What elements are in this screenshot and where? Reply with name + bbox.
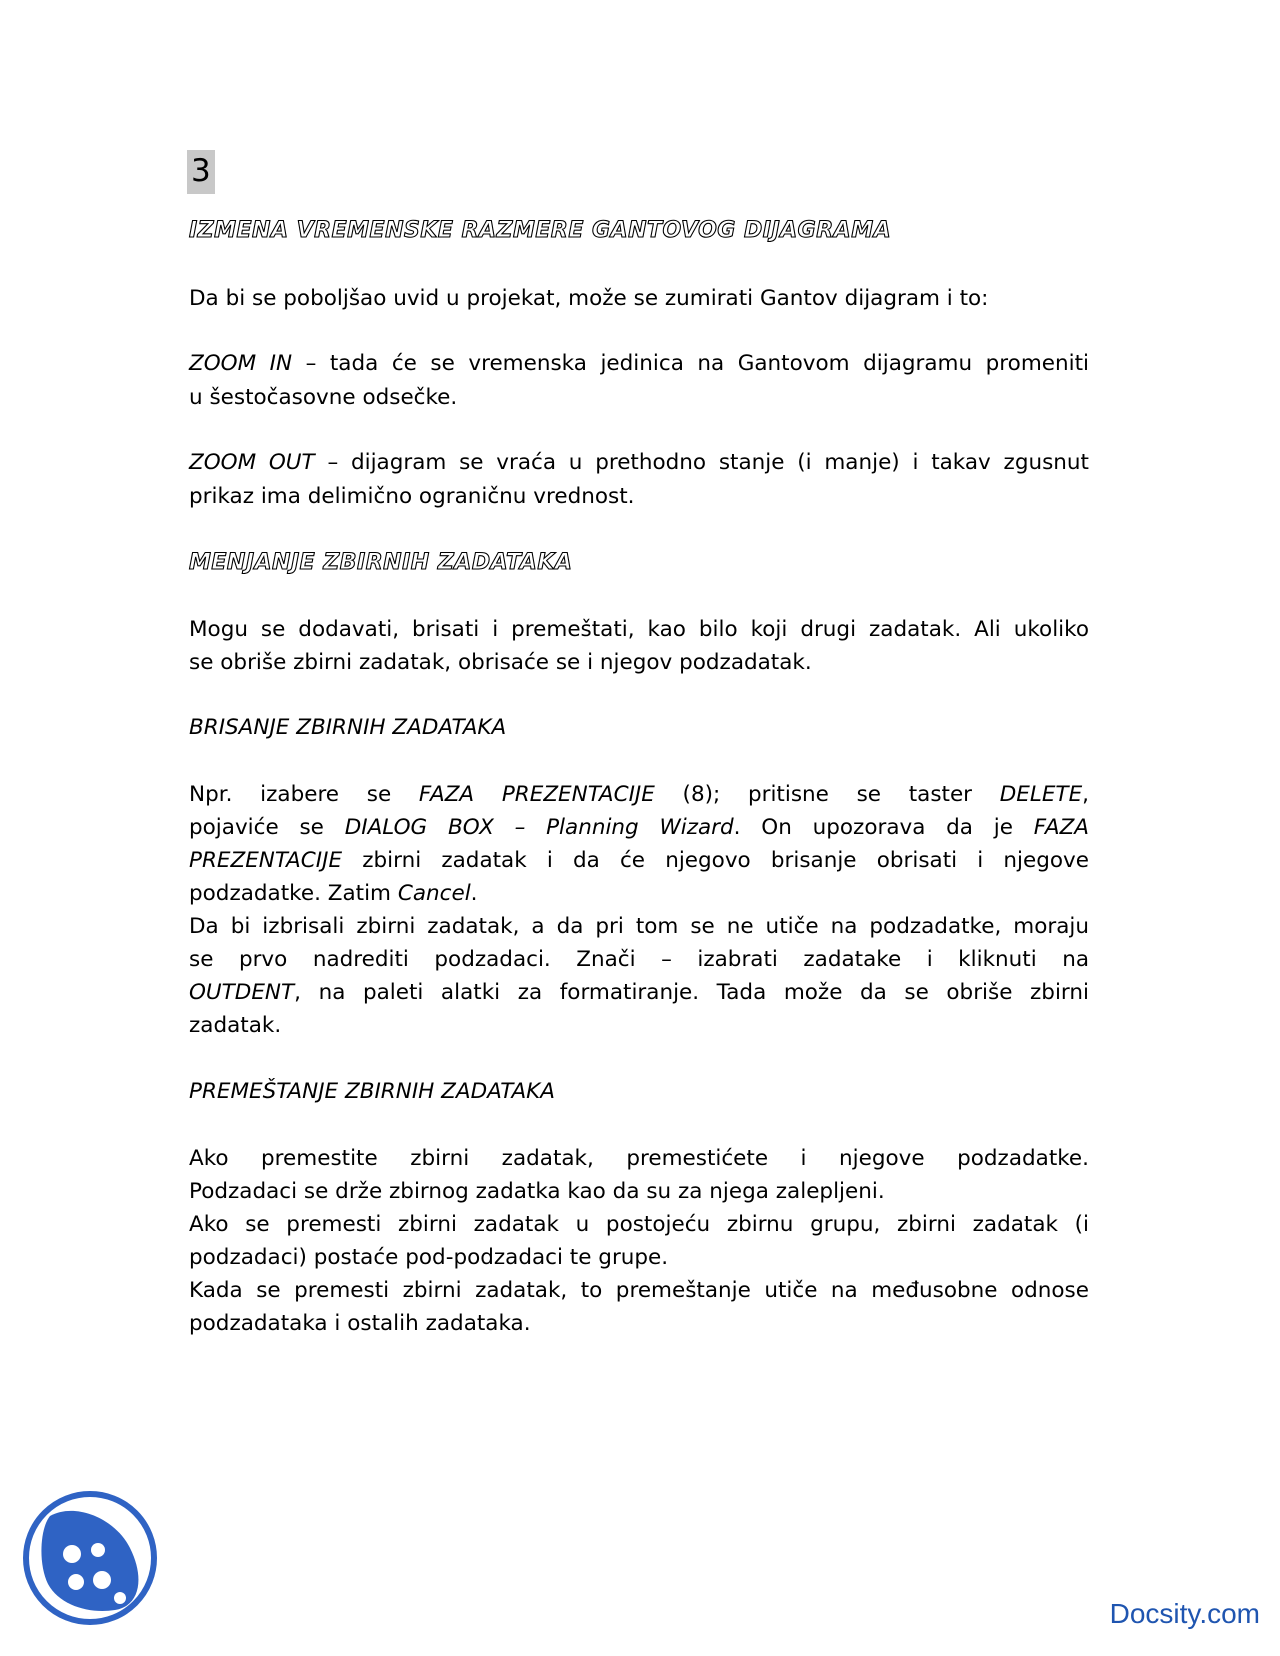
zoom-in-label: ZOOM IN xyxy=(189,351,293,376)
premestanje-line-6: podzadataka i ostalih zadataka. xyxy=(189,1311,531,1336)
paragraph-menjanje-1: Mogu se dodavati, brisati i premeštati, kao bilo koji drugi zadatak. Ali ukoliko xyxy=(189,617,1089,642)
text: , xyxy=(1082,782,1089,807)
heading-brisanje: BRISANJE ZBIRNIH ZADATAKA xyxy=(189,715,507,740)
brisanje-line-2 xyxy=(189,811,1089,846)
outdent-line-2: se prvo nadrediti podzadaci. Znači – izabrati zadatake i kliknuti na xyxy=(189,947,1089,972)
premestanje-line-5: Kada se premesti zbirni zadatak, to premeštanje utiče na međusobne odnose xyxy=(189,1278,1089,1303)
zoom-out-label: ZOOM OUT xyxy=(189,450,315,475)
brisanje-line-4 xyxy=(189,877,1089,912)
outdent-line-1: Da bi izbrisali zbirni zadatak, a da pri tom se ne utiče na podzadatke, moraju xyxy=(189,914,1089,939)
text: . xyxy=(470,881,478,906)
outdent-line-3 xyxy=(189,976,1089,1011)
brisanje-line-3 xyxy=(189,844,1089,879)
zoom-in-line-1 xyxy=(189,347,1089,382)
paragraph-intro: Da bi se poboljšao uvid u projekat, može se zumirati Gantov dijagram i to: xyxy=(189,286,989,311)
text: podzadatke. Zatim xyxy=(189,881,398,906)
premestanje-line-3: Ako se premesti zbirni zadatak u postojeću zbirnu grupu, zbirni zadatak (i xyxy=(189,1212,1089,1237)
text: (8); pritisne se taster xyxy=(654,782,1000,807)
outdent-line-4: zadatak. xyxy=(189,1013,282,1038)
zoom-out-text: – dijagram se vraća u prethodno stanje (i manje) i takav zgusnut xyxy=(314,450,1089,475)
zoom-out-line-2: prikaz ima delimično ograničnu vrednost. xyxy=(189,484,635,509)
heading-premestanje: PREMEŠTANJE ZBIRNIH ZADATAKA xyxy=(189,1079,555,1104)
premestanje-line-1: Ako premestite zbirni zadatak, premestićete i njegove podzadatke. xyxy=(189,1146,1089,1171)
text: pojaviće se xyxy=(189,815,345,840)
zoom-in-text: – tada će se vremenska jedinica na Gantovom dijagramu promeniti xyxy=(292,351,1089,376)
term-cancel: Cancel xyxy=(397,881,471,906)
premestanje-line-2: Podzadaci se drže zbirnog zadatka kao da su za njega zalepljeni. xyxy=(189,1179,885,1204)
page-number: 3 xyxy=(187,150,215,194)
brisanje-line-1 xyxy=(189,778,1089,813)
term-prezentacije: PREZENTACIJE xyxy=(189,848,343,873)
heading-menjanje: MENJANJE ZBIRNIH ZADATAKA xyxy=(189,550,573,575)
term-outdent: OUTDENT xyxy=(189,980,295,1005)
text: , na paleti alatki za formatiranje. Tada može da se obriše zbirni xyxy=(294,980,1089,1005)
docsity-logo-icon xyxy=(20,1488,160,1628)
text: zbirni zadatak i da će njegovo brisanje obrisati i njegove xyxy=(342,848,1089,873)
term-dialog-box: DIALOG BOX – Planning Wizard xyxy=(344,815,734,840)
term-faza: FAZA xyxy=(1033,815,1090,840)
zoom-out-line-1 xyxy=(189,446,1089,481)
term-faza: FAZA PREZENTACIJE xyxy=(418,782,655,807)
paragraph-menjanje-2: se obriše zbirni zadatak, obrisaće se i njegov podzadatak. xyxy=(189,650,812,675)
docsity-brand-link[interactable]: Docsity.com xyxy=(1109,1598,1260,1629)
term-delete: DELETE xyxy=(999,782,1083,807)
premestanje-line-4: podzadaci) postaće pod-podzadaci te grupe. xyxy=(189,1245,669,1270)
text: . On upozorava da je xyxy=(733,815,1034,840)
zoom-in-line-2: u šestočasovne odsečke. xyxy=(189,385,458,410)
heading-zoom: IZMENA VREMENSKE RAZMERE GANTOVOG DIJAGRAMA xyxy=(189,218,892,243)
text: Npr. izabere se xyxy=(189,782,419,807)
